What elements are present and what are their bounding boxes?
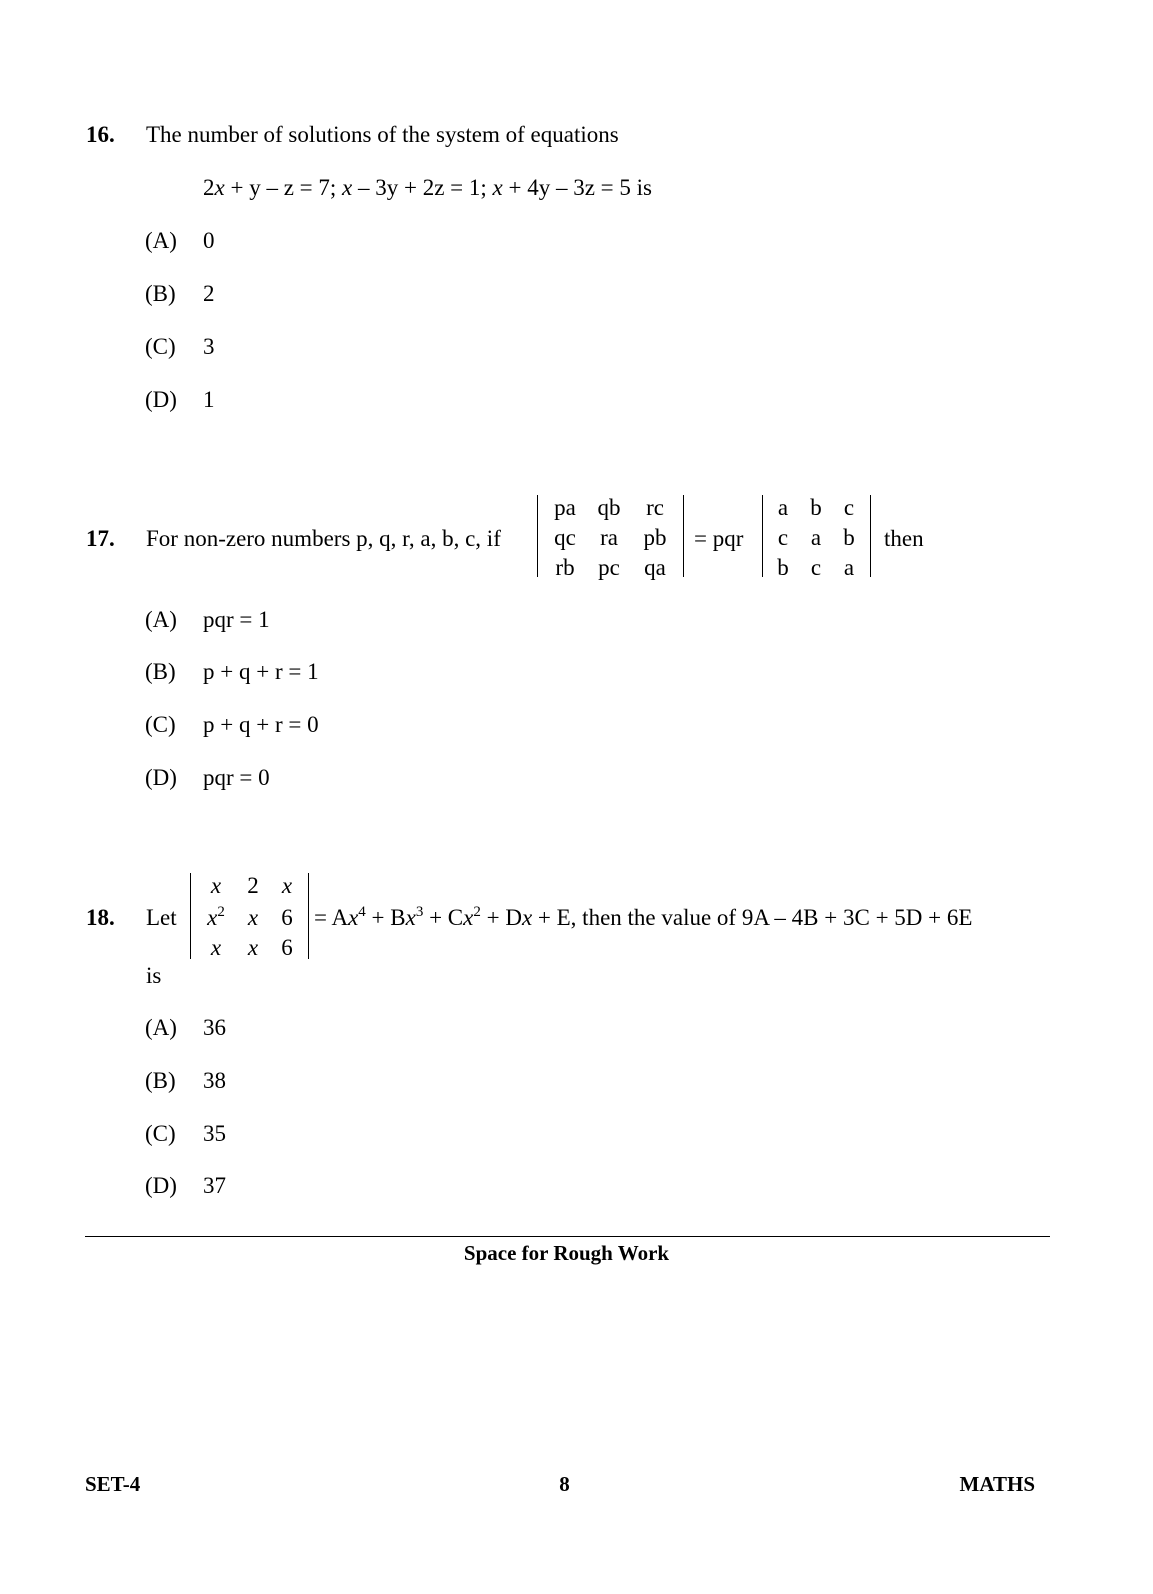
det-cell: $x^2$ [207,904,225,930]
equals-pqr: = pqr [694,526,744,551]
det-cell: qc [554,525,576,550]
option-text: 35 [203,1121,226,1146]
page-number: 8 [559,1472,570,1496]
then-text: then [884,526,924,551]
det-cell: a [777,495,789,520]
det-cell: a [843,555,855,580]
det-cell: 6 [281,905,293,930]
det-cell: 6 [281,935,293,960]
option-text: 2 [203,281,215,306]
det-cell: pa [554,495,576,520]
option-text: pqr = 1 [203,607,270,632]
det-cell: x [247,935,259,960]
option-letter: (B) [145,1068,176,1093]
det-cell: b [810,495,822,520]
option-letter: (B) [145,281,176,306]
det-cell: c [810,555,822,580]
det-cell: x [247,905,259,930]
option-text: p + q + r = 1 [203,659,319,684]
option-letter: (A) [145,1015,177,1040]
option-letter: (A) [145,607,177,632]
question-number: 18. [86,905,115,930]
det-cell: rc [646,495,664,520]
option-text: p + q + r = 0 [203,712,319,737]
option-text: pqr = 0 [203,765,270,790]
det-cell: qb [597,495,621,520]
det-cell: b [843,525,855,550]
det-bar-right [870,495,871,577]
det-cell: x [281,873,293,898]
option-text: 3 [203,334,215,359]
det-bar-left [762,495,763,577]
question-number: 16. [86,122,115,147]
det-cell: x [210,873,222,898]
rough-work-divider [85,1236,1050,1237]
det-cell: a [810,525,822,550]
option-text: 38 [203,1068,226,1093]
rough-work-heading: Space for Rough Work [463,1241,670,1265]
det-bar-left [537,495,538,577]
option-letter: (D) [145,765,177,790]
option-text: 0 [203,228,215,253]
question-stem: For non-zero numbers p, q, r, a, b, c, if [146,526,501,551]
det-cell: ra [600,525,618,550]
option-text: 37 [203,1173,226,1198]
det-bar-right [308,873,309,959]
option-letter: (C) [145,1121,176,1146]
option-text: 36 [203,1015,226,1040]
option-letter: (D) [145,387,177,412]
question-continuation: is [146,963,162,988]
question-stem: Let [146,905,177,930]
option-letter: (C) [145,712,176,737]
option-text: 1 [203,387,215,412]
det-cell: c [843,495,855,520]
footer-set: SET-4 [85,1472,141,1496]
polynomial-rhs: = $Ax^4 + Bx^3 + Cx^2 + Dx + E$, then the value of 9A – 4B + 3C + 5D + 6E [314,904,973,930]
option-letter: (B) [145,659,176,684]
option-letter: (A) [145,228,177,253]
det-cell: qa [644,555,666,580]
option-letter: (C) [145,334,176,359]
det-cell: pc [598,555,620,580]
question-number: 17. [86,526,115,551]
det-cell: 2 [247,873,259,898]
equation-system: 2x + y – z = 7; x – 3y + 2z = 1; x + 4y – 3z = 5 is [203,175,652,200]
det-bar-right [683,495,684,577]
footer-subject: MATHS [959,1472,1035,1496]
det-cell: rb [555,555,575,580]
det-cell: x [210,935,222,960]
option-letter: (D) [145,1173,177,1198]
det-cell: b [777,555,789,580]
det-cell: pb [643,525,667,550]
det-cell: c [777,525,789,550]
det-bar-left [190,873,191,959]
question-stem: The number of solutions of the system of equations [146,122,619,147]
